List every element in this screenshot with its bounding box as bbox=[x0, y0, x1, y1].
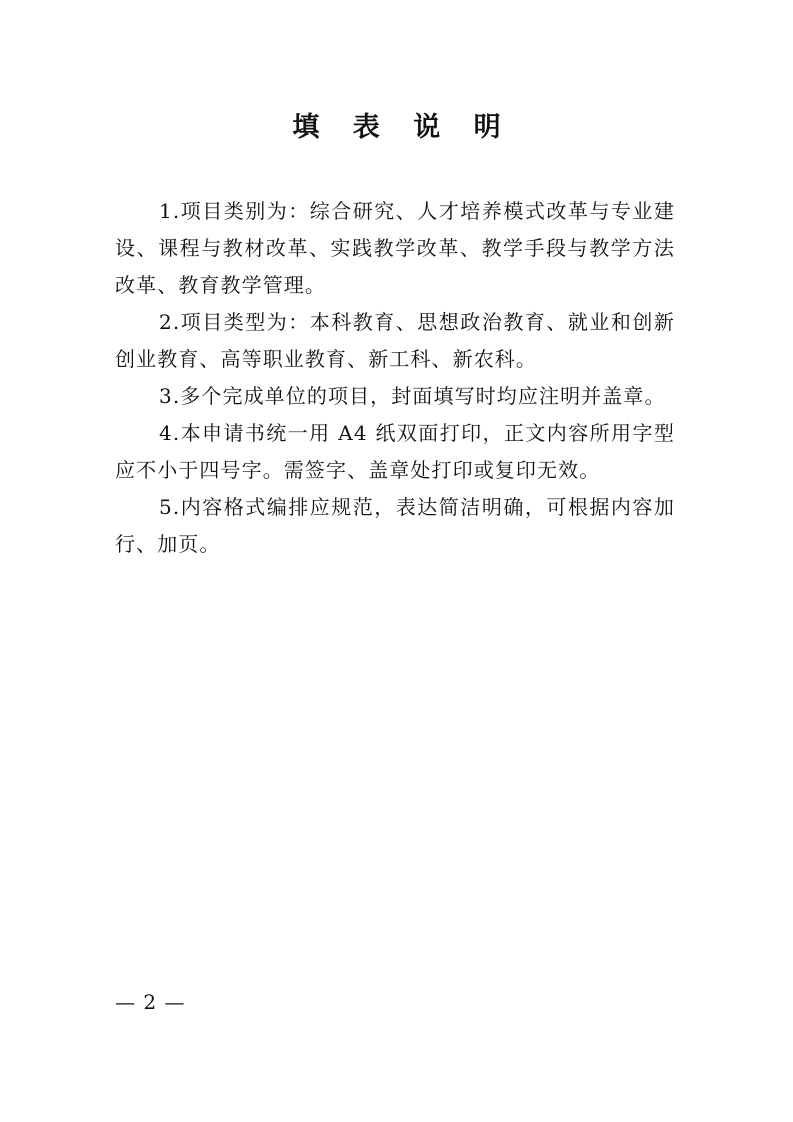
page-title: 填 表 说 明 bbox=[292, 112, 513, 143]
instruction-item-2: 2.项目类型为：本科教育、思想政治教育、就业和创新创业教育、高等职业教育、新工科、新农科。 bbox=[115, 310, 675, 371]
instruction-item-4: 4.本申请书统一用 A4 纸双面打印，正文内容所用字型应不小于四号字。需签字、盖章处打印或复印无效。 bbox=[115, 421, 675, 482]
instruction-item-5: 5.内容格式编排应规范，表达简洁明确，可根据内容加行、加页。 bbox=[115, 495, 675, 556]
page-number: — 2 — bbox=[115, 990, 186, 1014]
instructions-body bbox=[115, 193, 675, 563]
instruction-item-3: 3.多个完成单位的项目，封面填写时均应注明并盖章。 bbox=[159, 384, 666, 408]
instruction-item-1: 1.项目类别为：综合研究、人才培养模式改革与专业建设、课程与教材改革、实践教学改革、教学手段与教学方法改革、教育教学管理。 bbox=[115, 199, 675, 297]
